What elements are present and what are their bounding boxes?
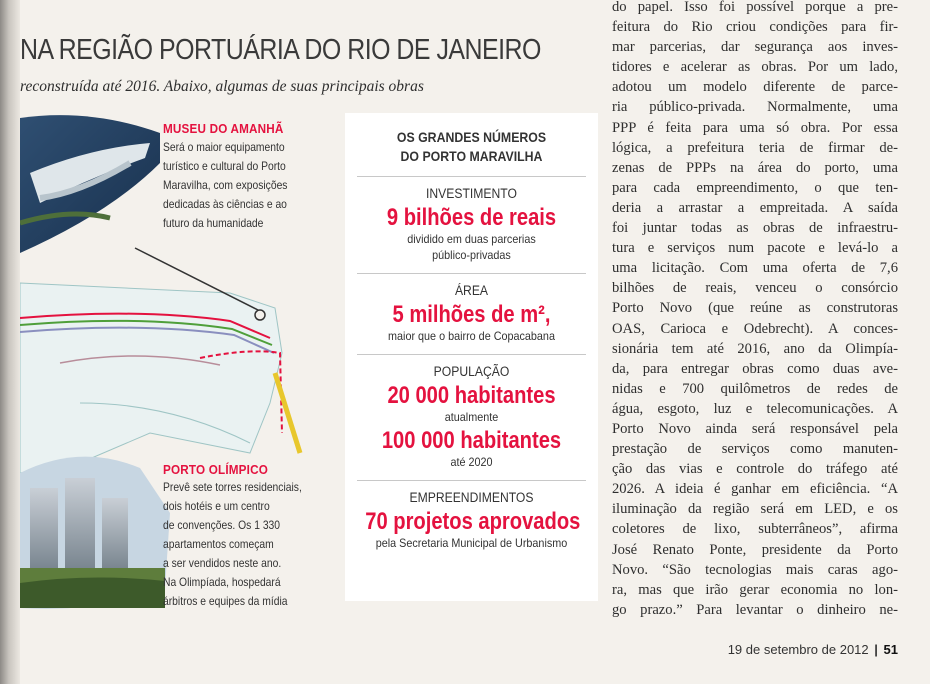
divider — [357, 480, 586, 481]
article-line: zenas de PPPs na área do porto, uma — [612, 159, 898, 176]
populacao-label: POPULAÇÃO — [433, 364, 510, 379]
divider — [357, 273, 586, 274]
infobox-title-line: OS GRANDES NÚMEROS — [396, 129, 547, 145]
populacao-block — [345, 363, 598, 481]
museu-do-amanha-photo — [20, 115, 160, 253]
article-line: PPP é feita para uma só obra. Por essa — [612, 119, 898, 136]
porto-title: PORTO OLÍMPICO — [163, 462, 269, 477]
article-line: deria a arrastar a empreitada. A saída — [612, 199, 898, 216]
article-column — [612, 0, 898, 620]
divider — [357, 176, 586, 177]
investimento-note: dividido em duas parcerias — [407, 232, 536, 246]
empreendimentos-label: EMPREENDIMENTOS — [409, 490, 534, 505]
article-line: mar parcerias, dar segurança aos inves- — [612, 39, 898, 56]
article-line: iluminação da região será em LED, e os — [612, 501, 898, 518]
article-line: go prazo.” Para levantar o dinheiro ne- — [612, 601, 898, 618]
populacao-value-current: 20 000 habitantes — [387, 382, 556, 409]
big-numbers-box — [345, 113, 598, 601]
museu-line: Será o maior equipamento — [163, 140, 285, 154]
empreendimentos-value: 70 projetos aprovados — [365, 508, 581, 535]
article-line: da, para entregar obras como duas ave- — [612, 360, 898, 377]
museu-line: futuro da humanidade — [163, 216, 264, 230]
page-gutter-shadow — [0, 0, 20, 684]
museu-line: dedicadas às ciências e ao — [163, 197, 287, 211]
article-line: José Renato Ponte, presidente da Porto — [612, 541, 898, 558]
museu-line: Maravilha, com exposições — [163, 178, 288, 192]
area-block — [345, 282, 598, 355]
article-line: para cada empreendimento, o que ten- — [612, 179, 898, 196]
porto-line: Na Olimpíada, hospedará — [163, 575, 281, 589]
issue-date: 19 de setembro de 2012 — [727, 642, 869, 657]
populacao-note-2020: até 2020 — [450, 455, 493, 469]
populacao-value-2020: 100 000 habitantes — [381, 427, 562, 454]
populacao-note-current: atualmente — [444, 410, 499, 424]
investimento-block — [345, 185, 598, 274]
infobox-title — [360, 113, 583, 166]
article-line: Novo. “São tecnologias mais caras ago- — [612, 561, 898, 578]
investimento-label: INVESTIMENTO — [426, 186, 517, 201]
porto-line: árbitros e equipes da mídia — [163, 594, 288, 608]
article-line: água, esgoto, luz e telecomunicações. A — [612, 400, 898, 417]
infobox-header — [345, 113, 598, 177]
porto-line: apartamentos começam — [163, 537, 274, 551]
headline: NA REGIÃO PORTUÁRIA DO RIO DE JANEIRO — [20, 34, 541, 66]
museu-title: MUSEU DO AMANHÃ — [163, 121, 284, 136]
article-line: nidas e 700 quilômetros de redes de — [612, 380, 898, 397]
area-label: ÁREA — [454, 283, 489, 298]
article-line: Porto Novo (que reúne as construtoras — [612, 300, 898, 317]
article-line: 2026. A ideia é ganhar em eficiência. “A — [612, 481, 898, 498]
empreendimentos-note: pela Secretaria Municipal de Urbanismo — [375, 536, 568, 550]
article-line: bilhões de reais, venceu o consórcio — [612, 280, 898, 297]
footer-separator: | — [874, 642, 878, 657]
article-line: tidores e acelerar as obras. Por um lado, — [612, 59, 898, 76]
porto-line: dois hotéis e um centro — [163, 499, 270, 513]
article-line: foi juntar todas as obras de infraestru- — [612, 220, 898, 237]
investimento-note: público-privadas — [432, 248, 511, 262]
page-footer — [728, 642, 898, 657]
article-line: do papel. Isso foi possível porque a pre- — [612, 0, 898, 15]
porto-line: a ser vendidos neste ano. — [163, 556, 282, 570]
article-line: coletores de lixo, subterrâneos”, afirma — [612, 521, 898, 538]
investimento-value: 9 bilhões de reais — [386, 204, 557, 231]
article-line: ra, mas que irão gerar economia no lon- — [612, 581, 898, 598]
article-line: ção das vias e controle do tráfego até — [612, 461, 898, 478]
subheadline: reconstruída até 2016. Abaixo, algumas de suas principais obras — [20, 78, 424, 95]
area-value: 5 milhões de m², — [392, 301, 551, 328]
article-line: lógica, a prefeitura teria de firmar de- — [612, 139, 898, 156]
article-line: feitura do Rio criou condições para fir- — [612, 19, 898, 36]
porto-line: de convenções. Os 1 330 — [163, 518, 281, 532]
area-note: maior que o bairro de Copacabana — [388, 329, 555, 343]
article-line: prestação de serviços como manuten- — [612, 441, 898, 458]
article-line: adotou um modelo diferente de parce- — [612, 79, 898, 96]
empreendimentos-block — [345, 489, 598, 551]
page-number: 51 — [883, 642, 898, 657]
article-line: tura e serviços num pacote e levá-lo a — [612, 240, 898, 257]
article-line: sionária tem até 2016, ano da Olimpía- — [612, 340, 898, 357]
porto-olimpico-photo — [20, 457, 170, 609]
divider — [357, 354, 586, 355]
porto-description — [163, 478, 302, 611]
porto-line: Prevê sete torres residenciais, — [163, 480, 302, 494]
museu-line: turístico e cultural do Porto — [163, 159, 286, 173]
article-line: uma licitação. Com uma oferta de 7,6 — [612, 260, 898, 277]
infobox-title-line: DO PORTO MARAVILHA — [400, 148, 543, 164]
museu-description — [163, 138, 287, 233]
article-line: OAS, Carioca e Odebrecht). A conces- — [612, 320, 898, 337]
article-line: Porto Novo ainda será responsável pela — [612, 420, 898, 437]
article-line: ria público-privada. Normalmente, uma — [612, 99, 898, 116]
